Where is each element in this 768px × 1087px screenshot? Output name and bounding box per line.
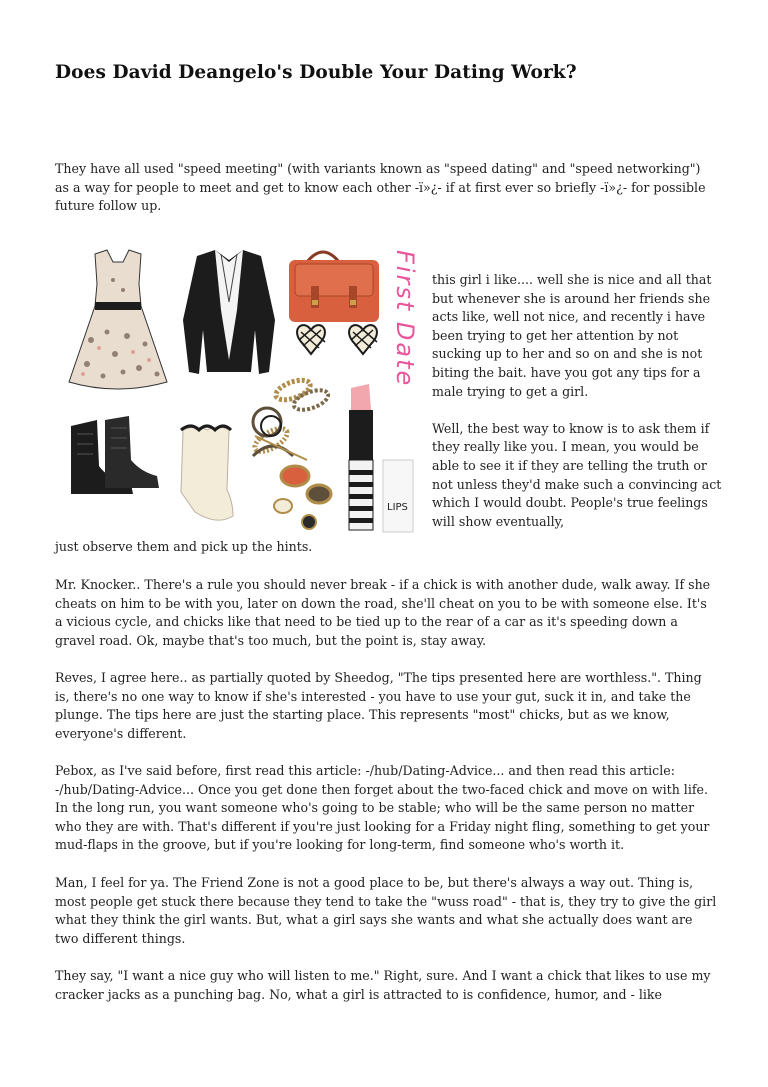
cocktail-rings-illustration <box>274 466 331 529</box>
side-question-paragraph: this girl i like.... well she is nice and all that but whenever she is around her friends she acts like, well not nice, and recently i have been trying to get her attention by not sucking up to her and so on and she is not biting the bait. have you got any tips for a male trying to get a girl. <box>432 272 712 399</box>
page-title: Does David Deangelo's Double Your Dating Work? <box>55 62 577 83</box>
lipstick-label: LIPS <box>387 502 408 513</box>
reves-paragraph: Reves, I agree here.. as partially quoted by Sheedog, "The tips presented here are worthless.". Thing is, there's no one way to know if she's interested - you have to use your gut, suck it in, and take the plunge. The tips here are just the starting place. This represents "most" chicks, but as we know, everyone's different. <box>55 670 702 741</box>
pebox-paragraph: Pebox, as I've said before, first read this article: -/hub/Dating-Advice... and then read this article: -/hub/Dating-Advice... Once you get done then forget about the two-faced chick and move on with life. In the long run, you want someone who's going to be stable; who will be the same person no matter who they are with. That's different if you're just looking for a Friday night fling, something to get your mud-flaps in the groove, but if you're looking for long-term, find someone who's worth it. <box>55 763 710 853</box>
intro-paragraph: They have all used "speed meeting" (with variants known as "speed dating" and "speed networking") as a way for people to meet and get to know each other -ï»¿- if at first ever so briefly -ï»¿- for possible future follow up. <box>55 161 706 214</box>
dress-illustration <box>69 250 167 389</box>
knocker-paragraph: Mr. Knocker.. There's a rule you should never break - if a chick is with another dude, walk away. If she cheats on him to be with you, later on down the road, she'll cheat on you to be with someone else. It's a vicious cycle, and chicks like that need to be tied up to the rear of a car as it's speeding down a gravel road. Ok, maybe that's too much, but the point is, stay away. <box>55 577 711 648</box>
ankle-sock-illustration <box>181 426 233 520</box>
blazer-illustration <box>183 250 275 374</box>
bangle-bracelets-illustration <box>251 376 330 456</box>
friend-zone-paragraph: Man, I feel for ya. The Friend Zone is not a good place to be, but there's always a way out. Thing is, most people get stuck there because they tend to take the "wuss road" - that is, they try to give the girl what they think the girl wants. But, what a girl says she wants and what she actually does want are two different things. <box>55 875 717 946</box>
first-date-vertical-text <box>391 250 419 387</box>
hints-line: just observe them and pick up the hints. <box>55 539 313 554</box>
side-answer-paragraph: Well, the best way to know is to ask them if they really like you. I mean, you would be able to see it if they are telling the truth or not unless they'd make such a convincing act which I would doubt. People's true feelings will show eventually, <box>432 420 722 529</box>
first-date-collage-image <box>57 240 422 540</box>
ankle-boots-illustration <box>71 416 159 494</box>
side-text-column <box>432 271 724 531</box>
first-date-label: First Date <box>391 250 419 388</box>
satchel-bag-illustration <box>289 252 379 322</box>
nice-guy-paragraph: They say, "I want a nice guy who will listen to me." Right, sure. And I want a chick that likes to use my cracker jacks as a punching bag. No, what a girl is attracted to is confidence, humor, and - like <box>55 968 711 1002</box>
lipstick-illustration <box>349 384 413 532</box>
heart-earrings-illustration <box>297 325 377 354</box>
cord-bracelet-illustration <box>253 408 307 460</box>
